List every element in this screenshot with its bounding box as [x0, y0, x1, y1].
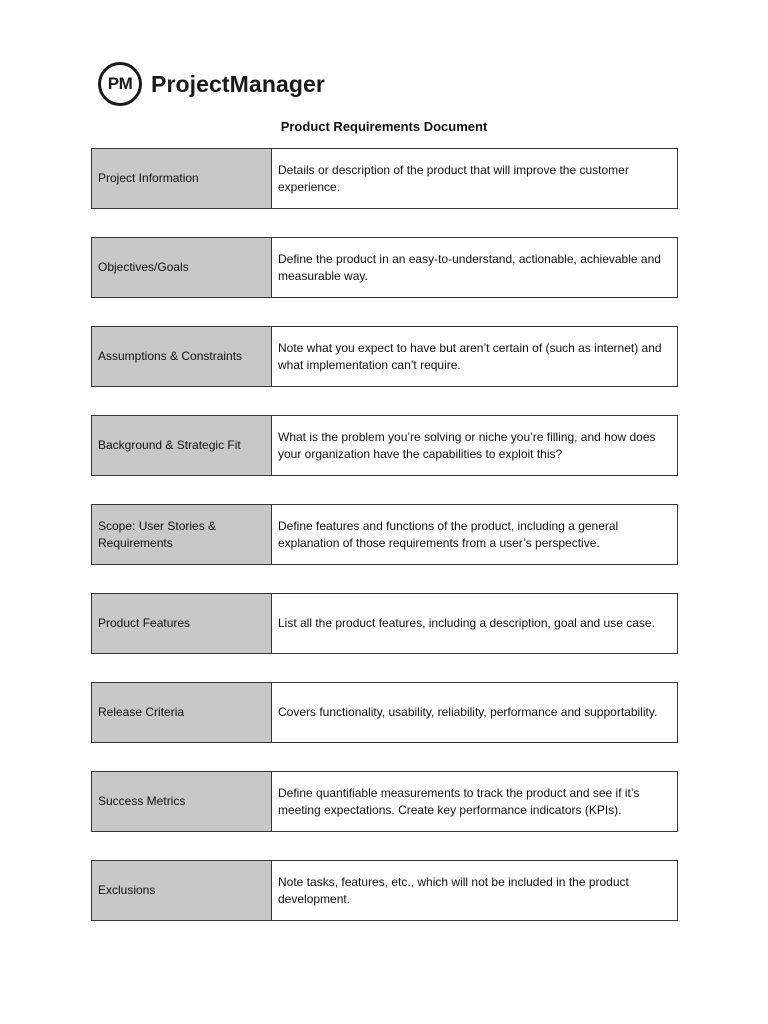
logo-wordmark: ProjectManager [151, 70, 325, 97]
document-title: Product Requirements Document [280, 119, 488, 134]
section-label: Exclusions [92, 861, 272, 920]
section-label: Success Metrics [92, 772, 272, 831]
section-row-background-strategic-fit [91, 415, 678, 476]
section-label: Scope: User Stories & Requirements [92, 505, 272, 564]
section-row-objectives-goals [91, 237, 678, 298]
section-row-assumptions-constraints [91, 326, 678, 387]
section-row-release-criteria [91, 682, 678, 743]
logo-mark-icon: PM [98, 62, 142, 106]
section-row-project-information [91, 148, 678, 209]
section-description: What is the problem you’re solving or niche you’re filling, and how does your organization have the capabilities to exploit this? [278, 429, 656, 461]
section-label: Project Information [92, 149, 272, 208]
section-description: Define the product in an easy-to-understand, actionable, achievable and measurable way. [278, 251, 661, 283]
brand-logo [98, 56, 325, 112]
section-label: Product Features [92, 594, 272, 653]
section-label: Assumptions & Constraints [92, 327, 272, 386]
section-row-success-metrics [91, 771, 678, 832]
section-description: Define quantifiable measurements to track the product and see if it’s meeting expectations. Create key performance indicators (KPIs). [278, 785, 640, 817]
section-description: Covers functionality, usability, reliability, performance and supportability. [278, 705, 658, 719]
section-label: Background & Strategic Fit [92, 416, 272, 475]
section-label: Objectives/Goals [92, 238, 272, 297]
section-row-exclusions [91, 860, 678, 921]
section-row-scope-user-stories [91, 504, 678, 565]
section-description: Details or description of the product that will improve the customer experience. [278, 162, 629, 194]
section-description: Note what you expect to have but aren’t certain of (such as internet) and what implementation can’t require. [278, 340, 662, 372]
section-label: Release Criteria [92, 683, 272, 742]
section-row-product-features [91, 593, 678, 654]
requirements-table [91, 148, 678, 949]
section-description: Note tasks, features, etc., which will not be included in the product development. [278, 874, 629, 906]
section-description: List all the product features, including a description, goal and use case. [278, 616, 655, 630]
section-description: Define features and functions of the product, including a general explanation of those requirements from a user’s perspective. [278, 518, 619, 550]
